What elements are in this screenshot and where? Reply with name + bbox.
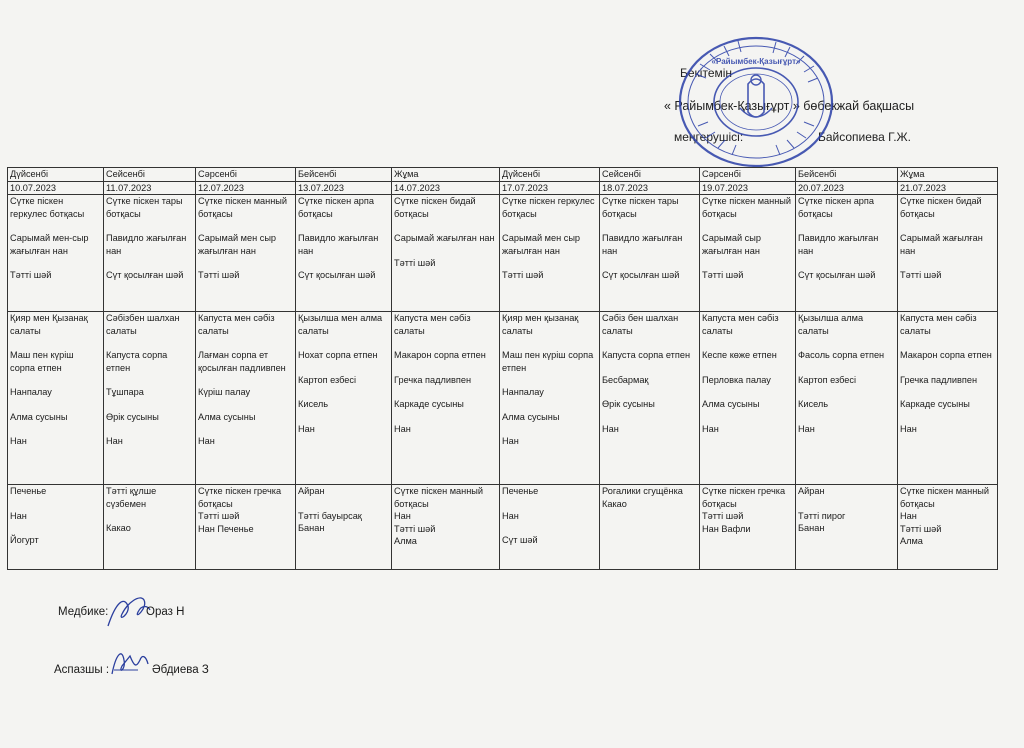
menu-item: Лағман сорпа ет қосылған падливпен (198, 350, 286, 373)
menu-item: Алма сусыны (10, 411, 68, 422)
menu-item: Сарымай мен сыр жағылған нан (502, 233, 581, 256)
snack-cell (898, 485, 998, 570)
date-cell: 21.07.2023 (898, 181, 998, 195)
day-name-cell: Бейсенбі (796, 168, 898, 182)
menu-item: Капуста мен сәбіз салаты (900, 313, 977, 336)
day-name-cell: Жұма (898, 168, 998, 182)
menu-item: Нанпалау (10, 387, 52, 397)
menu-item: Сүтке піскен тары ботқасы (602, 196, 679, 219)
menu-item: Печенье (10, 486, 47, 496)
menu-item: Картоп езбесі (298, 374, 357, 385)
approval-role: меңгерушісі: (674, 130, 744, 144)
menu-item: Күріш палау (198, 387, 251, 397)
snack-cell (8, 485, 104, 570)
approval-name: Байсопиева Г.Ж. (818, 130, 911, 144)
menu-item: Кисель (298, 399, 329, 409)
day-name-cell: Сейсенбі (104, 168, 196, 182)
menu-item: Нанпалау (502, 387, 544, 397)
breakfast-cell (898, 195, 998, 312)
menu-item: Тәтті құлше сүзбемен (106, 486, 157, 509)
menu-item: Нан (502, 510, 519, 521)
day-name-cell: Дүйсенбі (500, 168, 600, 182)
menu-item: Гречка падливпен (394, 374, 472, 385)
menu-item: Сүтке піскен геркулес ботқасы (502, 196, 595, 219)
menu-item: Қияр мен Қызанақ салаты (10, 313, 88, 336)
breakfast-cell (700, 195, 796, 312)
menu-item: Перловка палау (702, 374, 771, 385)
menu-item: Нан (798, 423, 815, 434)
cook-signature (108, 644, 152, 684)
menu-item: Сүтке піскен гречка ботқасы Тәтті шәй Нан Вафли (702, 486, 786, 534)
menu-item: Маш пен күріш сорпа етпен (10, 350, 74, 373)
menu-item: Алма сусыны (502, 411, 560, 422)
nurse-name: Ораз Н (146, 606, 185, 618)
menu-item: Нохат сорпа етпен (298, 350, 378, 360)
menu-item: Сүтке піскен тары ботқасы (106, 196, 183, 219)
snack-row (8, 485, 998, 570)
menu-item: Сүтке піскен манный ботқасы Нан Тәтті шәй Алма (900, 486, 989, 546)
day-header-row (8, 168, 998, 182)
menu-item: Тәтті шәй (10, 270, 52, 280)
menu-item: Сәбізбен шалхан салаты (106, 313, 180, 336)
menu-item: Алма сусыны (702, 399, 760, 409)
menu-item: Сүт қосылған шәй (298, 270, 376, 280)
date-cell: 11.07.2023 (104, 181, 196, 195)
approval-title: Бекітемін (680, 66, 733, 80)
menu-item: Сарымай мен сыр жағылған нан (198, 233, 277, 256)
snack-cell (296, 485, 392, 570)
menu-item: Сүтке піскен арпа ботқасы (798, 196, 874, 219)
menu-item: Айран (298, 486, 325, 496)
day-name-cell: Жұма (392, 168, 500, 182)
date-cell: 18.07.2023 (600, 181, 700, 195)
menu-item: Каркаде сусыны (394, 399, 464, 409)
stamp-text: «Райымбек-Қазығұрт» (711, 57, 801, 66)
menu-item: Тұшпара (106, 387, 144, 397)
snack-cell (700, 485, 796, 570)
date-cell: 17.07.2023 (500, 181, 600, 195)
snack-cell (500, 485, 600, 570)
menu-item: Маш пен күріш сорпа етпен (502, 350, 594, 373)
breakfast-row (8, 195, 998, 312)
lunch-cell (600, 312, 700, 485)
date-cell: 13.07.2023 (296, 181, 392, 195)
menu-item: Павидло жағылған нан (106, 233, 187, 256)
approval-organization: « Райымбек-Қазығұрт » бөбекжай бақшасы (664, 99, 915, 113)
menu-item: Йогурт (10, 535, 39, 545)
lunch-row (8, 312, 998, 485)
day-name-cell: Сейсенбі (600, 168, 700, 182)
menu-item: Нан (10, 436, 27, 446)
menu-item: Сүтке піскен арпа ботқасы (298, 196, 374, 219)
lunch-cell (296, 312, 392, 485)
date-cell: 20.07.2023 (796, 181, 898, 195)
menu-item: Печенье (502, 486, 539, 496)
breakfast-cell (104, 195, 196, 312)
menu-item: Қызылша алма салаты (798, 313, 864, 336)
cook-name: Әбдиева З (152, 664, 209, 676)
menu-item: Кеспе көже етпен (702, 350, 777, 360)
menu-item: Сүтке піскен манный ботқасы Нан Тәтті шәй Алма (394, 486, 483, 546)
menu-item: Капуста сорпа етпен (602, 350, 691, 360)
menu-item: Сарымай жағылған нан (394, 233, 495, 243)
lunch-cell (796, 312, 898, 485)
lunch-cell (700, 312, 796, 485)
breakfast-cell (8, 195, 104, 312)
menu-item: Сүт шәй (502, 535, 538, 545)
menu-item: Сарымай сыр жағылған нан (702, 233, 761, 256)
menu-item: Нан (106, 436, 123, 446)
menu-item: Сарымай мен-сыр жағылған нан (10, 233, 89, 256)
menu-item: Нан (502, 436, 519, 446)
menu-item: Сүтке піскен манный ботқасы (198, 196, 287, 219)
menu-item: Сарымай жағылған нан (900, 233, 983, 256)
menu-item: Нан (298, 423, 315, 434)
menu-item: Тәтті шәй (900, 270, 942, 280)
day-name-cell: Сәрсенбі (700, 168, 796, 182)
menu-item: Сүт қосылған шәй (798, 270, 876, 280)
menu-item: Нан (702, 423, 719, 434)
snack-cell (796, 485, 898, 570)
breakfast-cell (796, 195, 898, 312)
menu-item: Тәтті шәй (198, 270, 240, 280)
menu-item: Тәтті бауырсақ Банан (298, 510, 362, 533)
snack-cell (104, 485, 196, 570)
date-cell: 14.07.2023 (392, 181, 500, 195)
breakfast-cell (500, 195, 600, 312)
lunch-cell (500, 312, 600, 485)
menu-item: Қияр мен қызанақ салаты (502, 313, 579, 336)
menu-item: Тәтті шәй (702, 270, 744, 280)
menu-item: Капуста сорпа етпен (106, 350, 168, 373)
lunch-cell (104, 312, 196, 485)
menu-item: Капуста мен сәбіз салаты (198, 313, 275, 336)
lunch-cell (392, 312, 500, 485)
menu-item: Павидло жағылған нан (298, 233, 379, 256)
lunch-cell (8, 312, 104, 485)
day-name-cell: Сәрсенбі (196, 168, 296, 182)
menu-item: Өрік сусыны (106, 411, 159, 422)
breakfast-cell (196, 195, 296, 312)
snack-cell (392, 485, 500, 570)
menu-item: Нан (394, 423, 411, 434)
menu-item: Өрік сусыны (602, 399, 655, 409)
menu-item: Макарон сорпа етпен (394, 350, 486, 360)
menu-item: Картоп езбесі (798, 374, 857, 385)
menu-item: Нан (602, 423, 619, 434)
date-cell: 19.07.2023 (700, 181, 796, 195)
menu-item: Павидло жағылған нан (798, 233, 879, 256)
cook-label: Аспазшы : (54, 664, 110, 676)
nurse-label: Медбике: (58, 606, 109, 618)
day-name-cell: Бейсенбі (296, 168, 392, 182)
menu-item: Нан (10, 510, 27, 521)
menu-item: Нан (198, 436, 215, 446)
menu-item: Рогалики сгущёнка Какао (602, 486, 683, 509)
nurse-signature (104, 592, 152, 632)
menu-item: Алма сусыны (198, 411, 256, 422)
menu-item: Сүтке піскен гречка ботқасы Тәтті шәй Нан Печенье (198, 486, 282, 534)
official-stamp (676, 34, 836, 170)
menu-item: Гречка падливпен (900, 374, 978, 385)
menu-item: Сүтке піскен бидай ботқасы (394, 196, 476, 219)
menu-item: Капуста мен сәбіз салаты (702, 313, 779, 336)
menu-table (7, 167, 998, 570)
menu-item: Сүтке піскен бидай ботқасы (900, 196, 982, 219)
snack-cell (600, 485, 700, 570)
breakfast-cell (392, 195, 500, 312)
menu-item: Тәтті пирог Банан (798, 510, 846, 533)
menu-item: Қызылша мен алма салаты (298, 313, 383, 336)
breakfast-cell (600, 195, 700, 312)
menu-item: Сүтке піскен геркулес ботқасы (10, 196, 85, 219)
menu-item: Фасоль сорпа етпен (798, 350, 885, 360)
menu-item: Макарон сорпа етпен (900, 350, 992, 360)
snack-cell (196, 485, 296, 570)
date-header-row (8, 181, 998, 195)
menu-item: Каркаде сусыны (900, 399, 970, 409)
lunch-cell (898, 312, 998, 485)
menu-item: Тәтті шәй (502, 270, 544, 280)
menu-item: Сүтке піскен манный ботқасы (702, 196, 791, 219)
menu-item: Капуста мен сәбіз салаты (394, 313, 471, 336)
menu-item: Сәбіз бен шалхан салаты (602, 313, 679, 336)
menu-item: Айран (798, 486, 825, 496)
menu-item: Сүт қосылған шәй (106, 270, 184, 280)
menu-item: Сүт қосылған шәй (602, 270, 680, 280)
menu-item: Нан (900, 423, 917, 434)
date-cell: 12.07.2023 (196, 181, 296, 195)
menu-item: Тәтті шәй (394, 257, 436, 268)
menu-item: Какао (106, 523, 131, 533)
date-cell: 10.07.2023 (8, 181, 104, 195)
day-name-cell: Дүйсенбі (8, 168, 104, 182)
menu-item: Бесбармақ (602, 374, 649, 385)
menu-item: Павидло жағылған нан (602, 233, 683, 256)
lunch-cell (196, 312, 296, 485)
menu-item: Кисель (798, 399, 829, 409)
breakfast-cell (296, 195, 392, 312)
